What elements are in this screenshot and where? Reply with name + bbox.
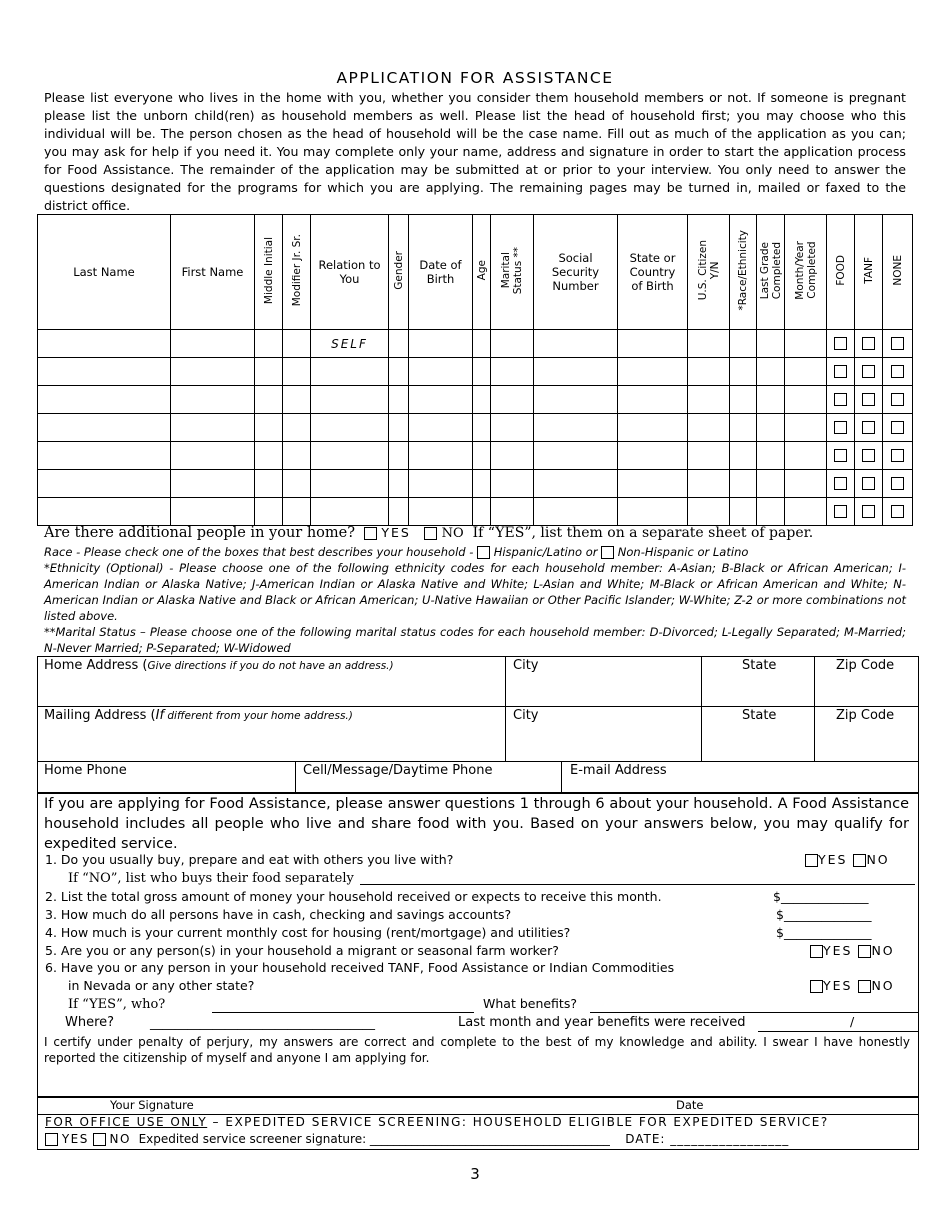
household-cell[interactable]: [688, 358, 730, 386]
q6-who-label: If “YES”, who?: [68, 997, 166, 1012]
household-cell[interactable]: [311, 470, 389, 498]
tanf-checkbox[interactable]: [862, 421, 875, 434]
col-ssn: Social Security Number: [534, 215, 618, 330]
date-label: Date: [676, 1098, 704, 1112]
household-cell[interactable]: [688, 442, 730, 470]
q5-no-checkbox[interactable]: [858, 945, 871, 958]
household-cell[interactable]: [688, 330, 730, 358]
household-cell[interactable]: [171, 330, 255, 358]
household-cell[interactable]: [171, 386, 255, 414]
office-use-row: YES NO Expedited service screener signature: ________________________________________ DATE: _________________: [45, 1132, 789, 1146]
household-cell[interactable]: [255, 358, 283, 386]
household-cell[interactable]: [473, 414, 491, 442]
household-cell[interactable]: [255, 498, 283, 526]
none-checkbox[interactable]: [891, 393, 904, 406]
question-5: 5. Are you or any person(s) in your household a migrant or seasonal farm worker?: [45, 943, 559, 958]
question-6: 6. Have you or any person in your household received TANF, Food Assistance or Indian Commodities: [45, 960, 675, 975]
household-cell[interactable]: [311, 442, 389, 470]
household-cell[interactable]: [283, 414, 311, 442]
household-cell[interactable]: [409, 414, 473, 442]
col-marital: Marital Status **: [491, 215, 534, 330]
household-cell[interactable]: [283, 386, 311, 414]
household-cell[interactable]: [730, 470, 757, 498]
col-relation: Relation to You: [311, 215, 389, 330]
question-1-sub: If “NO”, list who buys their food separately: [68, 871, 354, 886]
household-cell[interactable]: [171, 442, 255, 470]
household-cell[interactable]: [534, 442, 618, 470]
household-cell[interactable]: [491, 442, 534, 470]
household-cell[interactable]: [618, 414, 688, 442]
cell-phone-field[interactable]: Cell/Message/Daytime Phone: [303, 763, 493, 778]
household-cell[interactable]: [409, 358, 473, 386]
office-use-header: FOR OFFICE USE ONLY – EXPEDITED SERVICE SCREENING: HOUSEHOLD ELIGIBLE FOR EXPEDITED SERVICE?: [45, 1115, 829, 1129]
household-cell[interactable]: [473, 498, 491, 526]
household-cell[interactable]: [757, 330, 785, 358]
household-cell[interactable]: [534, 414, 618, 442]
household-cell[interactable]: [283, 470, 311, 498]
col-last-grade: Last Grade Completed: [757, 215, 785, 330]
household-cell[interactable]: [618, 470, 688, 498]
household-cell[interactable]: [389, 498, 409, 526]
household-cell[interactable]: [473, 442, 491, 470]
household-cell[interactable]: [785, 470, 827, 498]
col-citizen: U.S. Citizen Y/N: [688, 215, 730, 330]
household-cell[interactable]: [389, 470, 409, 498]
household-cell[interactable]: [730, 358, 757, 386]
household-cell[interactable]: [311, 386, 389, 414]
signature-label: Your Signature: [110, 1098, 194, 1112]
q1-yes-checkbox[interactable]: [805, 854, 818, 867]
notes-section: [44, 544, 906, 656]
email-field[interactable]: E-mail Address: [570, 763, 667, 778]
household-cell[interactable]: [730, 498, 757, 526]
household-cell[interactable]: [785, 442, 827, 470]
tanf-checkbox[interactable]: [862, 505, 875, 518]
last-month-line[interactable]: [758, 1031, 918, 1032]
household-cell[interactable]: [785, 386, 827, 414]
household-cell[interactable]: [618, 442, 688, 470]
household-cell[interactable]: [171, 470, 255, 498]
question-2: 2. List the total gross amount of money your household received or expects to receive this month.: [45, 889, 662, 904]
household-cell[interactable]: [255, 442, 283, 470]
household-cell[interactable]: [38, 386, 171, 414]
tanf-checkbox[interactable]: [862, 365, 875, 378]
household-cell[interactable]: [311, 358, 389, 386]
household-cell[interactable]: [311, 414, 389, 442]
screener-signature-line: Expedited service screener signature: ________________________________________: [138, 1132, 610, 1146]
question-4: 4. How much is your current monthly cost for housing (rent/mortgage) and utilities?: [45, 925, 571, 940]
none-checkbox[interactable]: [891, 505, 904, 518]
hispanic-checkbox[interactable]: [477, 546, 490, 559]
intro-text: Please list everyone who lives in the home with you, whether you consider them household members or not. If someone is pregnant please list the unborn child(ren) as household members as well. Please list the head of household first; you may choose who this individual will be. The person chosen as the head of household will be the case name. Fill out as much of the application as you can; you may ask for help if you need it. You may complete only your name, address and signature in order to start the application process for Food Assistance. The remainder of the application may be submitted at or prior to your interview. You only need to answer the questions designated for the programs for which you are applying. The remaining pages may be turned in, mailed or faxed to the district office.: [44, 90, 906, 213]
food-checkbox[interactable]: [834, 337, 847, 350]
office-yes-checkbox[interactable]: [45, 1133, 58, 1146]
household-cell[interactable]: [757, 358, 785, 386]
none-checkbox[interactable]: [891, 477, 904, 490]
q3-amount[interactable]: $______________: [776, 907, 872, 922]
home-phone-field[interactable]: Home Phone: [44, 763, 127, 778]
household-cell[interactable]: [171, 498, 255, 526]
household-cell[interactable]: [38, 358, 171, 386]
household-cell[interactable]: [409, 498, 473, 526]
col-age: Age: [473, 215, 491, 330]
q6-no-checkbox[interactable]: [858, 980, 871, 993]
q1-answer-line[interactable]: [360, 884, 915, 885]
household-cell[interactable]: [38, 498, 171, 526]
household-cell[interactable]: [311, 498, 389, 526]
household-cell[interactable]: [473, 386, 491, 414]
household-cell[interactable]: [688, 414, 730, 442]
household-row: [38, 470, 913, 498]
office-date-line: DATE: _________________: [625, 1132, 790, 1146]
col-month-year: Month/Year Completed: [785, 215, 827, 330]
what-benefits-label: What benefits?: [483, 996, 577, 1011]
household-cell[interactable]: [473, 358, 491, 386]
household-cell[interactable]: [38, 414, 171, 442]
race-note: Race - Please check one of the boxes that best describes your household - Hispanic/Latino or Non-Hispanic or Latino: [44, 545, 749, 559]
household-cell[interactable]: [491, 498, 534, 526]
none-checkbox[interactable]: [891, 421, 904, 434]
household-cell[interactable]: [473, 470, 491, 498]
food-intro: If you are applying for Food Assistance, please answer questions 1 through 6 about your household. A Food Assistance household includes all people who live and share food with you. Based on your answers below, you may qualify for expedited service.: [44, 796, 909, 852]
household-cell[interactable]: [730, 414, 757, 442]
q4-amount[interactable]: $______________: [776, 925, 872, 940]
household-cell[interactable]: [283, 330, 311, 358]
date-slash: /: [850, 1014, 855, 1029]
household-row: [38, 442, 913, 470]
non-hispanic-checkbox[interactable]: [601, 546, 614, 559]
col-first-name: First Name: [171, 215, 255, 330]
household-cell[interactable]: [311, 330, 389, 358]
household-cell[interactable]: [618, 358, 688, 386]
food-checkbox[interactable]: [834, 505, 847, 518]
question-1: 1. Do you usually buy, prepare and eat with others you live with?: [45, 852, 454, 867]
col-none: NONE: [883, 215, 913, 330]
mail-state-field[interactable]: State: [742, 708, 777, 723]
household-cell[interactable]: [283, 498, 311, 526]
household-cell[interactable]: [171, 358, 255, 386]
home-state-field[interactable]: State: [742, 658, 777, 673]
certify-text: I certify under penalty of perjury, my answers are correct and complete to the best of my knowledge and ability. I swear I have honestly reported the citizenship of myself and anyone I am applying for.: [44, 1035, 910, 1065]
household-cell[interactable]: [491, 330, 534, 358]
household-cell[interactable]: [730, 442, 757, 470]
mailing-address-field[interactable]: Mailing Address (If different from your home address.): [44, 708, 353, 723]
household-cell[interactable]: [757, 470, 785, 498]
household-cell[interactable]: [389, 414, 409, 442]
ethnicity-note: *Ethnicity (Optional) - Please choose one of the following ethnicity codes for each household member: A-Asian; B-Black or African American; I-American Indian or Alaska Native; J-American Indian or Alaska Native and White; L-Asian and White; M-Black or African American and White; N-American Indian or Alaska Native and Black or African American; U-Native Hawaiian or Other Pacific Islander; W-White; Z-2 or more combinations not listed above.: [44, 561, 906, 623]
col-birth-place: State or Country of Birth: [618, 215, 688, 330]
col-modifier: Modifier Jr. Sr.: [283, 215, 311, 330]
household-cell[interactable]: [283, 442, 311, 470]
mail-city-field[interactable]: City: [513, 708, 539, 723]
household-cell[interactable]: [255, 330, 283, 358]
household-cell[interactable]: [409, 442, 473, 470]
household-cell[interactable]: [38, 330, 171, 358]
col-dob: Date of Birth: [409, 215, 473, 330]
household-cell[interactable]: [171, 414, 255, 442]
household-cell[interactable]: [491, 414, 534, 442]
household-cell[interactable]: [688, 470, 730, 498]
household-cell[interactable]: [757, 386, 785, 414]
household-cell[interactable]: [38, 442, 171, 470]
marital-note: **Marital Status – Please choose one of the following marital status codes for each household member: D-Divorced; L-Legally Separated; M-Married; N-Never Married; P-Separated; W-Widowed: [44, 625, 906, 655]
household-row: [38, 498, 913, 526]
tanf-checkbox[interactable]: [862, 393, 875, 406]
household-row: [38, 330, 913, 358]
household-cell[interactable]: [534, 386, 618, 414]
home-zip-field[interactable]: Zip Code: [836, 658, 895, 673]
household-cell[interactable]: [255, 414, 283, 442]
household-cell[interactable]: [534, 470, 618, 498]
last-month-label: Last month and year benefits were received: [458, 1015, 746, 1030]
household-cell[interactable]: [618, 386, 688, 414]
q6-who-line[interactable]: [212, 1012, 474, 1013]
tanf-checkbox[interactable]: [862, 337, 875, 350]
household-cell[interactable]: [389, 330, 409, 358]
household-row: [38, 358, 913, 386]
household-cell[interactable]: [534, 358, 618, 386]
question-3: 3. How much do all persons have in cash, checking and savings accounts?: [45, 907, 512, 922]
household-cell[interactable]: [389, 386, 409, 414]
none-checkbox[interactable]: [891, 337, 904, 350]
food-checkbox[interactable]: [834, 449, 847, 462]
household-cell[interactable]: [534, 498, 618, 526]
q6-yes-checkbox[interactable]: [810, 980, 823, 993]
q1-yes-no: YES NO: [805, 852, 890, 867]
household-row: [38, 414, 913, 442]
where-line[interactable]: ____________________________________: [150, 1015, 375, 1030]
household-cell[interactable]: [491, 358, 534, 386]
relation-self: SELF: [331, 336, 368, 351]
household-cell[interactable]: [688, 498, 730, 526]
household-cell[interactable]: [255, 386, 283, 414]
household-cell[interactable]: [757, 442, 785, 470]
household-cell[interactable]: [757, 498, 785, 526]
household-cell[interactable]: [389, 358, 409, 386]
household-cell[interactable]: [785, 330, 827, 358]
household-cell[interactable]: [785, 358, 827, 386]
col-middle-initial: Middle Initial: [255, 215, 283, 330]
additional-yes-checkbox[interactable]: [364, 527, 377, 540]
household-cell[interactable]: [389, 442, 409, 470]
additional-people: Are there additional people in your home? YES NO If “YES”, list them on a separate sheet of paper.: [44, 525, 814, 541]
additional-no-checkbox[interactable]: [424, 527, 437, 540]
home-city-field[interactable]: City: [513, 658, 539, 673]
col-food: FOOD: [827, 215, 855, 330]
household-cell[interactable]: [491, 386, 534, 414]
household-cell[interactable]: [283, 358, 311, 386]
household-cell[interactable]: [785, 414, 827, 442]
what-benefits-line[interactable]: [590, 1012, 918, 1013]
food-checkbox[interactable]: [834, 393, 847, 406]
q5-yes-no: YES NO: [810, 943, 895, 958]
food-checkbox[interactable]: [834, 365, 847, 378]
household-row: [38, 386, 913, 414]
household-table: [37, 214, 913, 526]
household-cell[interactable]: [534, 330, 618, 358]
household-cell[interactable]: [785, 498, 827, 526]
household-cell[interactable]: [618, 330, 688, 358]
q6-yes-no: YES NO: [810, 978, 895, 993]
household-cell[interactable]: [618, 498, 688, 526]
q1-no-checkbox[interactable]: [853, 854, 866, 867]
none-checkbox[interactable]: [891, 365, 904, 378]
household-cell[interactable]: [38, 470, 171, 498]
question-6-cont: in Nevada or any other state?: [68, 978, 255, 993]
household-cell[interactable]: [409, 330, 473, 358]
household-cell[interactable]: [688, 386, 730, 414]
household-cell[interactable]: [255, 470, 283, 498]
tanf-checkbox[interactable]: [862, 477, 875, 490]
household-cell[interactable]: [757, 414, 785, 442]
tanf-checkbox[interactable]: [862, 449, 875, 462]
home-address-field[interactable]: Home Address (Give directions if you do not have an address.): [44, 658, 394, 673]
where-label: Where?: [65, 1015, 115, 1030]
col-last-name: Last Name: [38, 215, 171, 330]
mail-zip-field[interactable]: Zip Code: [836, 708, 895, 723]
food-checkbox[interactable]: [834, 421, 847, 434]
col-tanf: TANF: [855, 215, 883, 330]
household-cell[interactable]: [730, 386, 757, 414]
household-cell[interactable]: [491, 470, 534, 498]
page-title: APPLICATION FOR ASSISTANCE: [336, 69, 614, 87]
q5-yes-checkbox[interactable]: [810, 945, 823, 958]
household-cell[interactable]: [409, 470, 473, 498]
col-race: *Race/Ethnicity: [730, 215, 757, 330]
col-gender: Gender: [389, 215, 409, 330]
household-cell[interactable]: [409, 386, 473, 414]
office-no-checkbox[interactable]: [93, 1133, 106, 1146]
none-checkbox[interactable]: [891, 449, 904, 462]
household-cell[interactable]: [473, 330, 491, 358]
household-cell[interactable]: [730, 330, 757, 358]
page-number: 3: [470, 1165, 480, 1183]
q2-amount[interactable]: $______________: [773, 889, 869, 904]
food-checkbox[interactable]: [834, 477, 847, 490]
